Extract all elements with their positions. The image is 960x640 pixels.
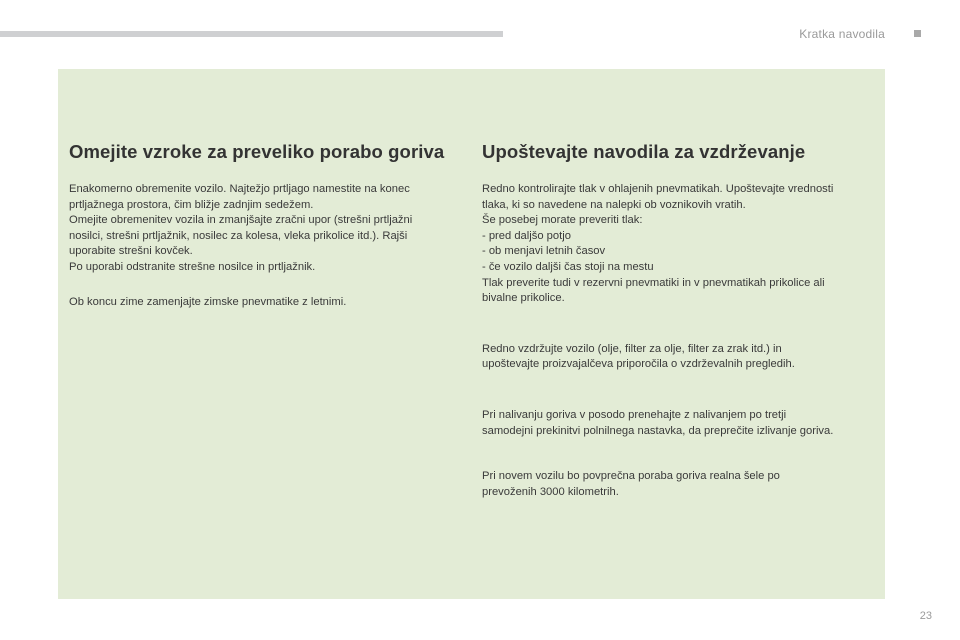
section-title: Kratka navodila <box>799 27 885 41</box>
left-heading: Omejite vzroke za preveliko porabo goriva <box>69 141 445 162</box>
right-paragraph-1: Redno kontrolirajte tlak v ohlajenih pnevmatikah. Upoštevajte vrednosti tlaka, ki so navedene na nalepki ob voznikovih vratih. Še posebej morate preveriti tlak: - pred daljšo potjo - ob menjavi letnih časov - če vozilo daljši čas stoji na mestu Tlak preverite tudi v rezervni pnevmatiki in v pnevmatikah prikolice ali bivalne prikolice. <box>482 183 834 305</box>
right-paragraph-2: Redno vzdržujte vozilo (olje, filter za olje, filter za zrak itd.) in upoštevajte proizvajalčeva priporočila o vzdrževalnih pregledih. <box>482 342 795 371</box>
header-square-marker <box>914 30 921 37</box>
left-paragraph-1: Enakomerno obremenite vozilo. Najtežjo prtljago namestite na konec prtljažnega prostora, čim bližje zadnjim sedežem. Omejite obremenitev vozila in zmanjšajte zračni upor (strešni prtljažni nosilci, strešni prtljažnik, nosilec za kolesa, vleka prikolice itd.). Rajši uporabite strešni kovček. Po uporabi odstranite strešne nosilce in prtljažnik. <box>69 183 413 273</box>
header-bar <box>0 31 503 37</box>
right-heading: Upoštevajte navodila za vzdrževanje <box>482 141 806 162</box>
right-column <box>482 141 882 519</box>
page-number: 23 <box>919 610 932 622</box>
content-panel <box>58 69 885 599</box>
right-paragraph-3: Pri nalivanju goriva v posodo prenehajte z nalivanjem po tretji samodejni prekinitvi polnilnega nastavka, da preprečite izlivanje goriva. <box>482 408 834 437</box>
left-paragraph-2: Ob koncu zime zamenjajte zimske pnevmatike z letnimi. <box>69 295 347 308</box>
right-paragraph-4: Pri novem vozilu bo povprečna poraba goriva realna šele po prevoženih 3000 kilometrih. <box>482 470 780 498</box>
left-column <box>69 141 469 329</box>
